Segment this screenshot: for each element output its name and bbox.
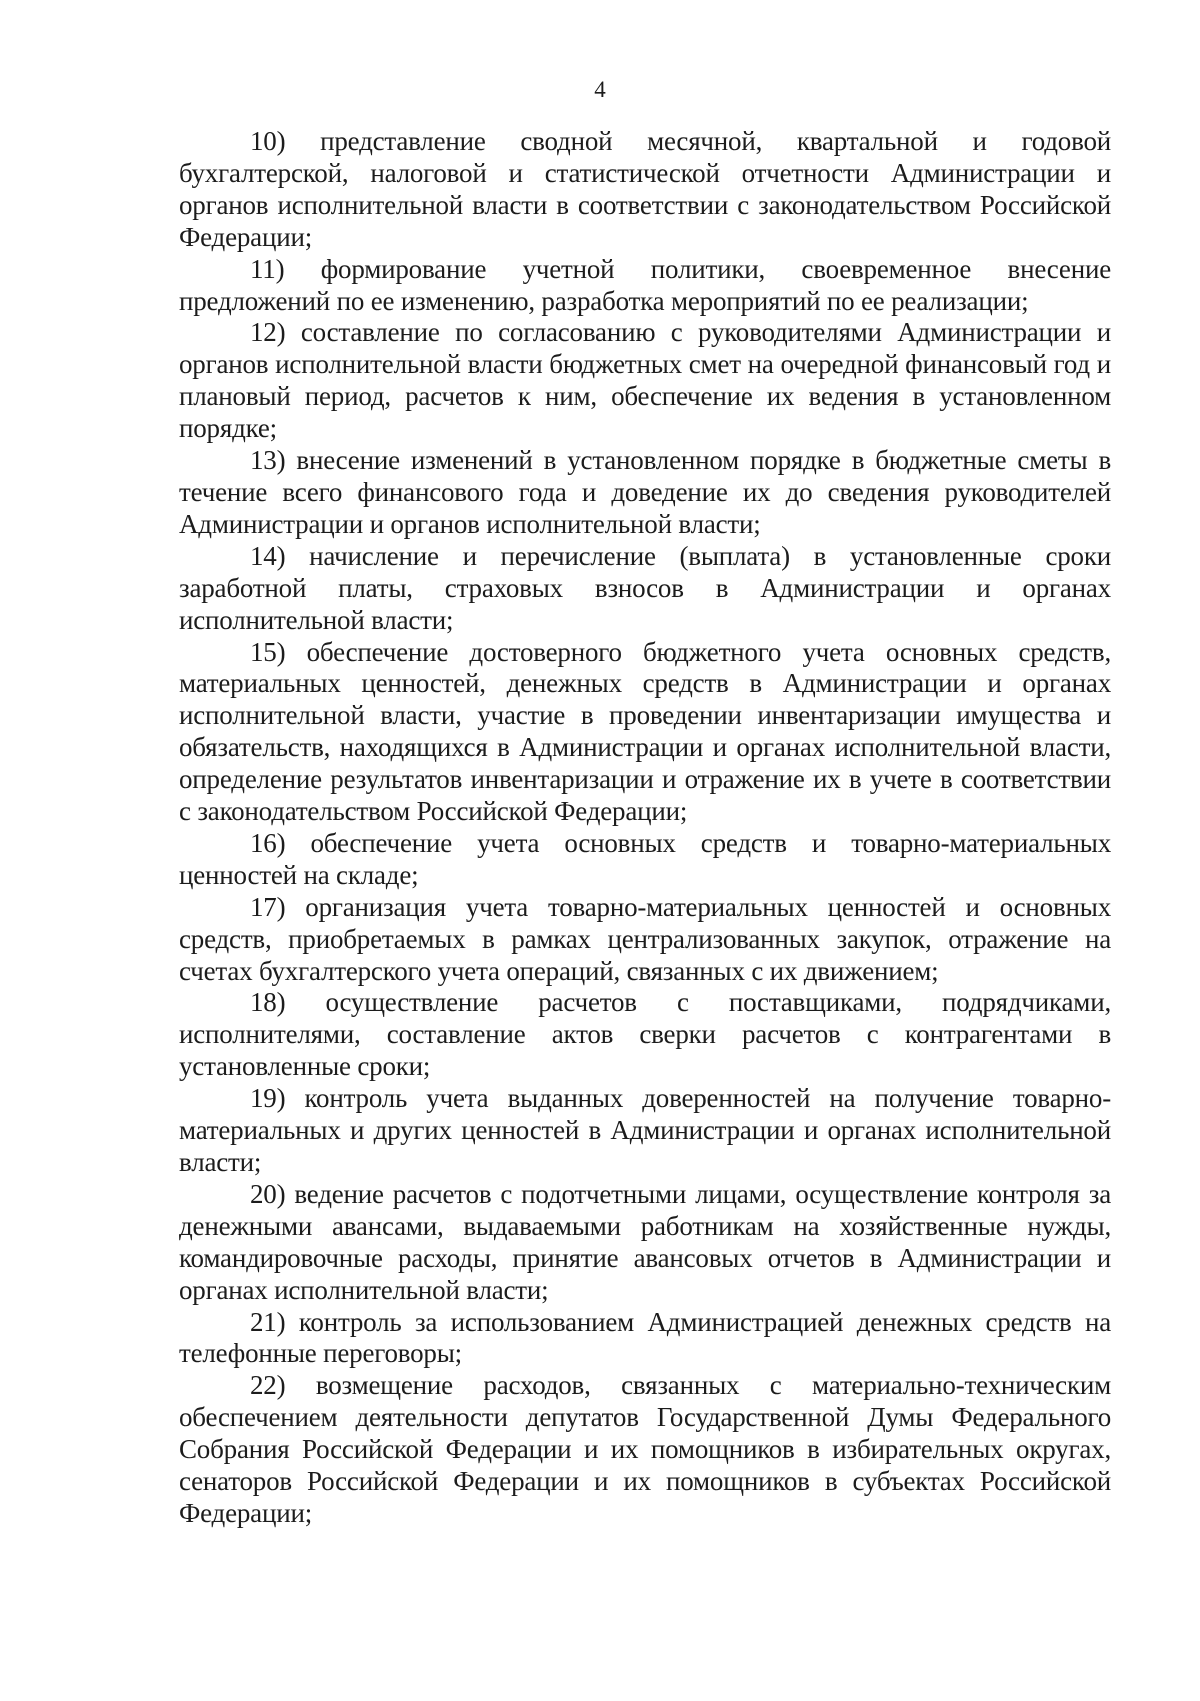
list-item-10: 10) представление сводной месячной, квартальной и годовой бухгалтерской, налоговой и статистической отчетности Администрации и органов исполнительной власти в соответствии с законодательством Российской Федерации; <box>179 126 1111 252</box>
list-item-13: 13) внесение изменений в установленном порядке в бюджетные сметы в течение всего финансового года и доведение их до сведения руководителей Администрации и органов исполнительной власти; <box>179 445 1111 539</box>
list-item-11: 11) формирование учетной политики, своевременное внесение предложений по ее изменению, разработка мероприятий по ее реализации; <box>179 253 1111 316</box>
document-body <box>179 126 1111 1530</box>
list-item-17: 17) организация учета товарно-материальных ценностей и основных средств, приобретаемых в рамках централизованных закупок, отражение на счетах бухгалтерского учета операций, связанных с их движением; <box>179 891 1111 986</box>
list-item-16: 16) обеспечение учета основных средств и товарно-материальных ценностей на складе; <box>179 827 1111 890</box>
list-item-15: 15) обеспечение достоверного бюджетного учета основных средств, материальных ценностей, денежных средств в Администрации и органах исполнительной власти, участие в проведении инвентаризации имущества и обязательств, находящихся в Администрации и органах исполнительной власти, определение результатов инвентаризации и отражение их в учете в соответствии с законодательством Российской Федерации; <box>179 636 1111 827</box>
list-item-22: 22) возмещение расходов, связанных с материально-техническим обеспечением деятельности депутатов Государственной Думы Федерального Собрания Российской Федерации и их помощников в избирательных округах, сенаторов Российской Федерации и их помощников в субъектах Российской Федерации; <box>179 1370 1111 1528</box>
list-item-18: 18) осуществление расчетов с поставщиками, подрядчиками, исполнителями, составление актов сверки расчетов с контрагентами в установленные сроки; <box>179 987 1111 1082</box>
list-item-19: 19) контроль учета выданных доверенностей на получение товарно-материальных и других ценностей в Администрации и органах исполнительной власти; <box>179 1083 1111 1177</box>
list-item-14: 14) начисление и перечисление (выплата) в установленные сроки заработной платы, страховых взносов в Администрации и органах исполнительной власти; <box>179 540 1111 635</box>
list-item-21: 21) контроль за использованием Администрацией денежных средств на телефонные переговоры; <box>179 1306 1111 1369</box>
list-item-20: 20) ведение расчетов с подотчетными лицами, осуществление контроля за денежными авансами, выдаваемыми работникам на хозяйственные нужды, командировочные расходы, принятие авансовых отчетов в Администрации и органах исполнительной власти; <box>179 1178 1111 1305</box>
list-item-12: 12) составление по согласованию с руководителями Администрации и органов исполнительной власти бюджетных смет на очередной финансовый год и плановый период, расчетов к ним, обеспечение их ведения в установленном порядке; <box>179 317 1111 444</box>
page-number: 4 <box>594 77 606 102</box>
